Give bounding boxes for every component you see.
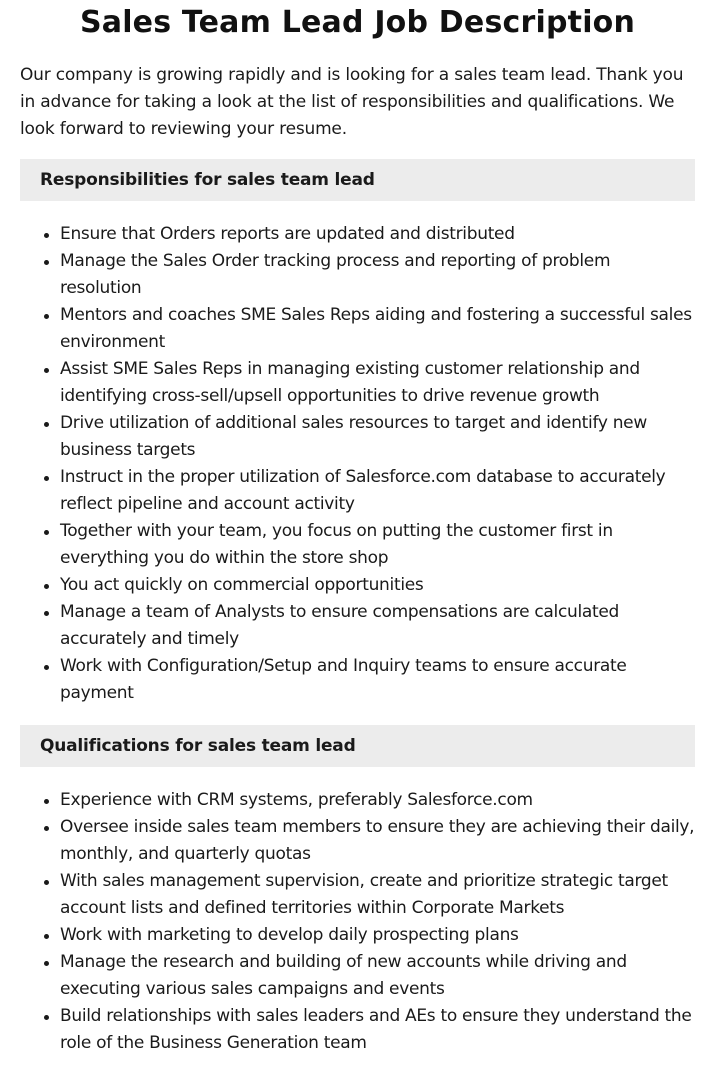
bullet-icon bbox=[44, 530, 49, 535]
list-item bbox=[20, 787, 695, 814]
bullet-icon bbox=[44, 799, 49, 804]
list-item-text: Manage a team of Analysts to ensure compensations are calculated accurately and timely bbox=[60, 602, 620, 649]
list-item-text: Assist SME Sales Reps in managing existing customer relationship and identifying cross-sell/upsell opportunities to drive revenue growth bbox=[60, 359, 640, 406]
bullet-icon bbox=[44, 260, 49, 265]
list-item-text: You act quickly on commercial opportunities bbox=[60, 575, 424, 595]
bullet-icon bbox=[44, 611, 49, 616]
bullet-icon bbox=[44, 476, 49, 481]
list-item-text: Together with your team, you focus on putting the customer first in everything you do within the store shop bbox=[60, 521, 613, 568]
list-item bbox=[20, 868, 695, 922]
bullet-icon bbox=[44, 961, 49, 966]
list-item-text: Manage the Sales Order tracking process and reporting of problem resolution bbox=[60, 251, 611, 298]
list-item-text: Mentors and coaches SME Sales Reps aiding and fostering a successful sales environment bbox=[60, 305, 692, 352]
list-item bbox=[20, 248, 695, 302]
list-item bbox=[20, 599, 695, 653]
bullet-icon bbox=[44, 880, 49, 885]
list-item bbox=[20, 221, 695, 248]
page-title: Sales Team Lead Job Description bbox=[79, 5, 636, 40]
list-item bbox=[20, 949, 695, 1003]
responsibilities-list bbox=[20, 221, 695, 707]
list-item-text: Manage the research and building of new accounts while driving and executing various sales campaigns and events bbox=[60, 952, 627, 999]
list-item-text: With sales management supervision, create and prioritize strategic target account lists and defined territories within Corporate Markets bbox=[60, 871, 668, 918]
list-item bbox=[20, 572, 695, 599]
bullet-icon bbox=[44, 584, 49, 589]
list-item bbox=[20, 922, 695, 949]
list-item-text: Work with Configuration/Setup and Inquiry teams to ensure accurate payment bbox=[60, 656, 627, 703]
bullet-icon bbox=[44, 826, 49, 831]
list-item bbox=[20, 814, 695, 868]
list-item-text: Work with marketing to develop daily prospecting plans bbox=[60, 925, 519, 945]
list-item bbox=[20, 518, 695, 572]
list-item-text: Build relationships with sales leaders and AEs to ensure they understand the role of the Business Generation team bbox=[60, 1006, 692, 1053]
responsibilities-heading: Responsibilities for sales team lead bbox=[20, 159, 695, 201]
bullet-icon bbox=[44, 314, 49, 319]
list-item-text: Drive utilization of additional sales resources to target and identify new business targets bbox=[60, 413, 647, 460]
list-item bbox=[20, 410, 695, 464]
bullet-icon bbox=[44, 368, 49, 373]
intro-paragraph: Our company is growing rapidly and is looking for a sales team lead. Thank you in advance for taking a look at the list of responsibilities and qualifications. We look forward to reviewing your resume. bbox=[20, 65, 684, 139]
bullet-icon bbox=[44, 233, 49, 238]
bullet-icon bbox=[44, 422, 49, 427]
bullet-icon bbox=[44, 934, 49, 939]
qualifications-heading: Qualifications for sales team lead bbox=[20, 725, 695, 767]
list-item-text: Oversee inside sales team members to ensure they are achieving their daily, monthly, and quarterly quotas bbox=[60, 817, 695, 864]
list-item bbox=[20, 653, 695, 707]
bullet-icon bbox=[44, 1015, 49, 1020]
list-item bbox=[20, 356, 695, 410]
list-item-text: Ensure that Orders reports are updated and distributed bbox=[60, 224, 515, 244]
list-item-text: Instruct in the proper utilization of Salesforce.com database to accurately reflect pipeline and account activity bbox=[60, 467, 666, 514]
list-item bbox=[20, 302, 695, 356]
list-item bbox=[20, 1003, 695, 1057]
list-item bbox=[20, 464, 695, 518]
qualifications-list bbox=[20, 787, 695, 1057]
list-item-text: Experience with CRM systems, preferably Salesforce.com bbox=[60, 790, 533, 810]
bullet-icon bbox=[44, 665, 49, 670]
